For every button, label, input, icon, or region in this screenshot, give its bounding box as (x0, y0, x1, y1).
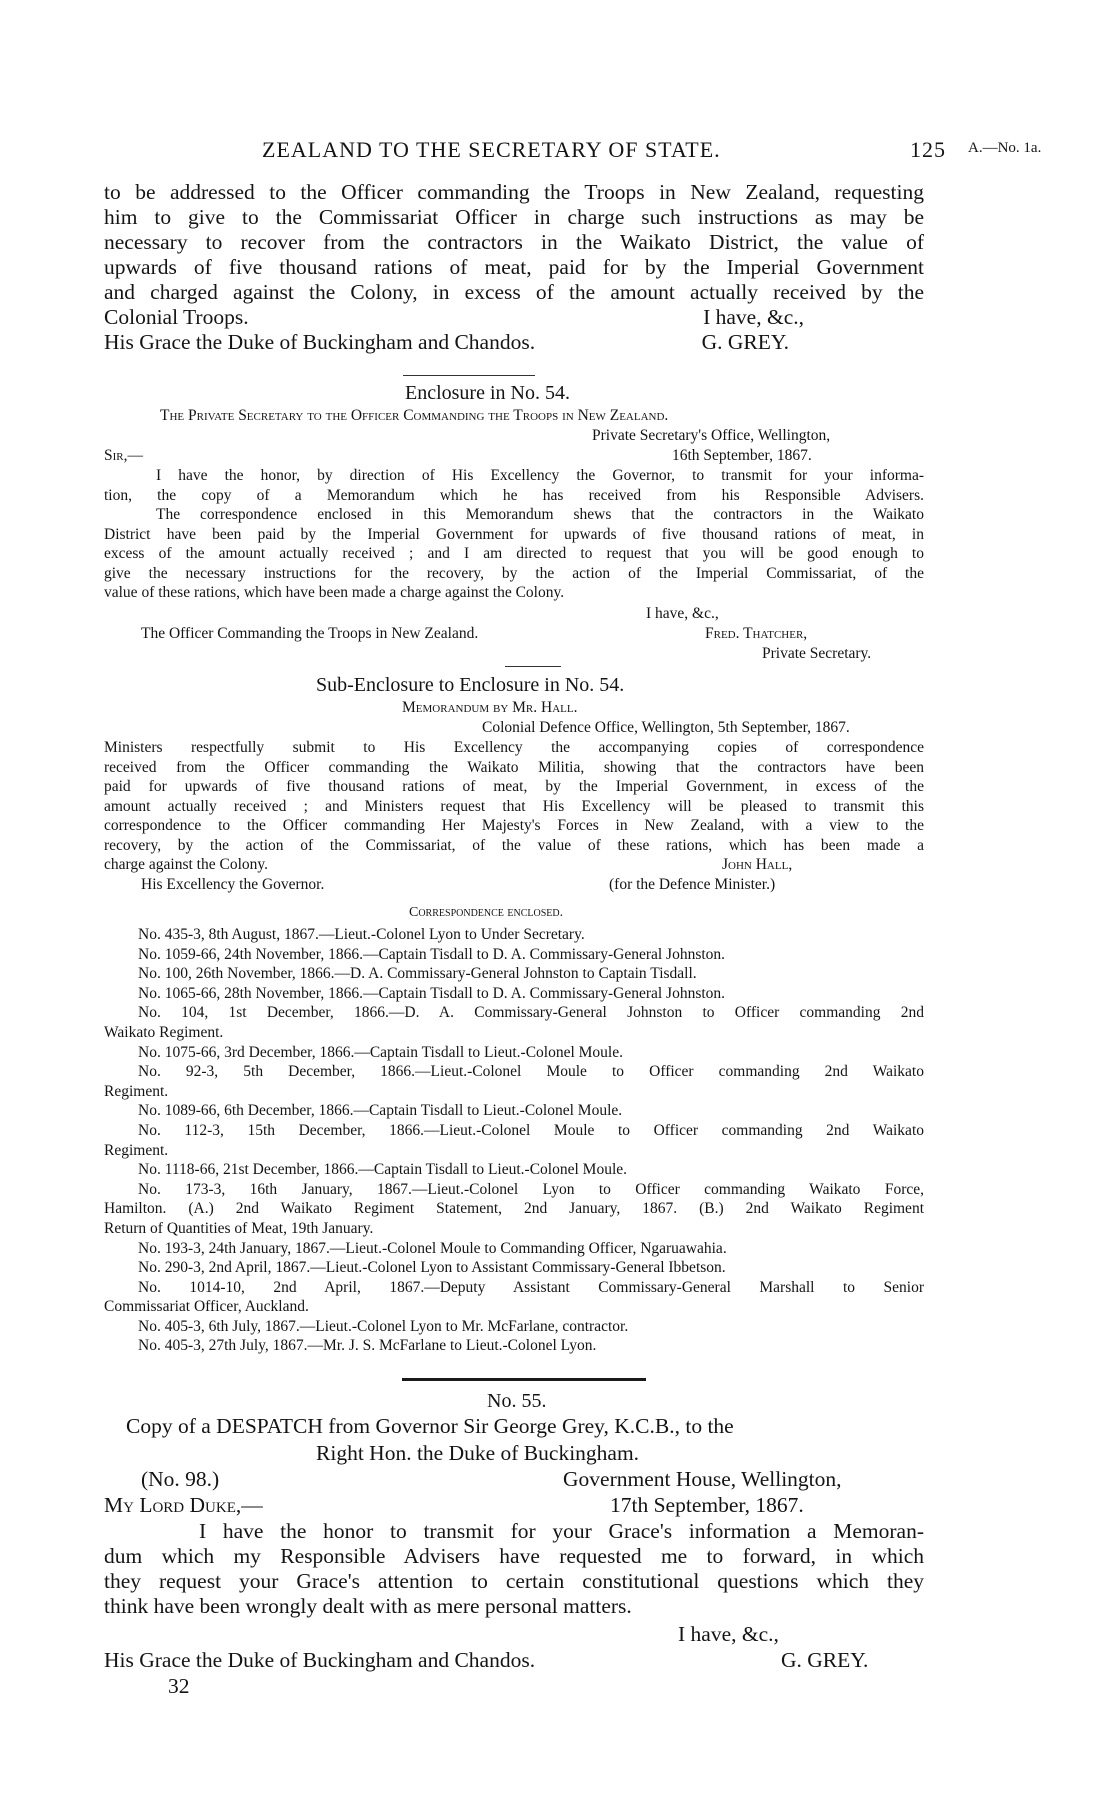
despatch-salutation: My Lord Duke,— (104, 1493, 263, 1517)
correspondence-item-line: No. 92-3, 5th December, 1866.—Lieut.-Colonel Moule to Officer commanding 2nd Waikato (138, 1063, 924, 1081)
enclosure-signature: Fred. Thatcher, (705, 625, 808, 642)
correspondence-item-line: Hamilton. (A.) 2nd Waikato Regiment Statement, 2nd January, 1867. (B.) 2nd Waikato Regiment (104, 1200, 924, 1218)
correspondence-item-line: No. 100, 26th November, 1866.—D. A. Commissary-General Johnston to Captain Tisdall. (138, 965, 697, 983)
enclosure-signature-title: Private Secretary. (762, 645, 872, 662)
correspondence-title: Correspondence enclosed. (409, 905, 564, 920)
despatch-body-line: think have been wrongly dealt with as mere personal matters. (104, 1594, 632, 1618)
enclosure-body-line: The correspondence enclosed in this Memorandum shews that the contractors in the Waikato (156, 506, 924, 523)
divider (403, 375, 535, 376)
correspondence-item-line: No. 104, 1st December, 1866.—D. A. Commissary-General Johnston to Officer commanding 2nd (138, 1004, 924, 1022)
correspondence-item-line: Return of Quantities of Meat, 19th January. (104, 1219, 374, 1237)
despatch-title-line2: Right Hon. the Duke of Buckingham. (316, 1441, 640, 1465)
opening-addressee: His Grace the Duke of Buckingham and Chandos. (104, 330, 536, 354)
correspondence-item-line: No. 435-3, 8th August, 1867.—Lieut.-Colonel Lyon to Under Secretary. (138, 926, 585, 943)
sub-enclosure-body-line: recovery, by the action of the Commissariat, of the value of these rations, which has been made a (104, 836, 924, 854)
despatch-body-line: I have the honor to transmit for your Grace's information a Memoran- (199, 1519, 924, 1543)
sheet-number: 32 (168, 1674, 190, 1698)
divider (505, 666, 561, 667)
correspondence-item-line: No. 405-3, 6th July, 1867.—Lieut.-Colonel Lyon to Mr. McFarlane, contractor. (138, 1317, 629, 1335)
enclosure-subtitle (160, 406, 668, 426)
sub-enclosure-place-date: Colonial Defence Office, Wellington, 5th September, 1867. (482, 719, 850, 736)
despatch-body (104, 1519, 924, 1619)
despatch-title-line1: Copy of a DESPATCH from Governor Sir George Grey, K.C.B., to the (126, 1414, 734, 1438)
sub-enclosure-signature: John Hall, (722, 856, 793, 873)
page-number: 125 (910, 137, 946, 162)
sub-enclosure-body-line: received from the Officer commanding the Waikato Militia, showing that the contractors have been (104, 758, 924, 776)
section-divider (402, 1378, 646, 1381)
enclosure-body (104, 466, 924, 603)
despatch-body-line: they request your Grace's attention to certain constitutional questions which they (104, 1569, 924, 1593)
despatch-addressee: His Grace the Duke of Buckingham and Chandos. (104, 1648, 536, 1672)
enclosure-body-line: value of these rations, which have been made a charge against the Colony. (104, 584, 565, 601)
opening-close: I have, &c., (703, 305, 804, 329)
opening-line: upwards of five thousand rations of meat, paid for by the Imperial Government (104, 255, 924, 279)
opening-line: and charged against the Colony, in excess of the amount actually received by the (104, 280, 924, 304)
correspondence-item-line: No. 173-3, 16th January, 1867.—Lieut.-Colonel Lyon to Officer commanding Waikato Force, (138, 1180, 924, 1198)
sub-enclosure-body-line: Ministers respectfully submit to His Excellency the accompanying copies of correspondence (104, 739, 924, 756)
sub-enclosure-body-line: paid for upwards of five thousand rations of meat, by the Imperial Government, in excess of the (104, 778, 924, 795)
running-title: ZEALAND TO THE SECRETARY OF STATE. (262, 137, 721, 162)
enclosure-body-line: tion, the copy of a Memorandum which he has received from his Responsible Advisers. (104, 486, 924, 504)
document-reference: A.—No. 1a. (968, 140, 1042, 156)
enclosure-title: Enclosure in No. 54. (405, 382, 570, 404)
despatch-body-line: dum which my Responsible Advisers have requested me to forward, in which (104, 1544, 924, 1568)
opening-last-text: Colonial Troops. (104, 305, 249, 329)
correspondence-item-line: No. 193-3, 24th January, 1867.—Lieut.-Colonel Moule to Commanding Officer, Ngaruawahia. (138, 1239, 727, 1257)
correspondence-item-line: No. 1014-10, 2nd April, 1867.—Deputy Assistant Commissary-General Marshall to Senior (138, 1278, 924, 1296)
correspondence-item-line: No. 112-3, 15th December, 1866.—Lieut.-Colonel Moule to Officer commanding 2nd Waikato (138, 1121, 924, 1139)
enclosure-body-line: excess of the amount actually received ; and I am directed to request that you will be good enough to (104, 545, 924, 562)
enclosure-close: I have, &c., (646, 605, 719, 622)
despatch-place: Government House, Wellington, (563, 1467, 842, 1491)
sub-enclosure-addressee: His Excellency the Governor. (141, 876, 325, 893)
correspondence-item-line: No. 1059-66, 24th November, 1866.—Captain Tisdall to D. A. Commissary-General Johnston. (138, 945, 726, 963)
sub-enclosure-body-last: charge against the Colony. (104, 856, 268, 873)
enclosure-date: 16th September, 1867. (672, 447, 812, 464)
correspondence-item-line: Regiment. (104, 1082, 169, 1100)
enclosure-body-line: District have been paid by the Imperial Government for upwards of five thousand rations of meat, in (104, 525, 924, 543)
opening-paragraph (104, 180, 924, 355)
despatch-close: I have, &c., (678, 1622, 779, 1646)
correspondence-item-line: Waikato Regiment. (104, 1023, 224, 1041)
correspondence-item-line: No. 405-3, 27th July, 1867.—Mr. J. S. McFarlane to Lieut.-Colonel Lyon. (138, 1337, 597, 1355)
correspondence-list (104, 925, 924, 1356)
sub-enclosure-body (104, 738, 924, 855)
correspondence-item-line: No. 1065-66, 28th November, 1866.—Captain Tisdall to D. A. Commissary-General Johnston. (138, 984, 726, 1002)
despatch-date: 17th September, 1867. (610, 1493, 804, 1517)
opening-line: to be addressed to the Officer commanding the Troops in New Zealand, requesting (104, 180, 924, 204)
opening-signature: G. GREY. (701, 330, 789, 354)
enclosure-body-line: give the necessary instructions for the recovery, by the action of the Imperial Commissariat, of the (104, 564, 924, 582)
opening-sign-line (104, 330, 924, 355)
sub-enclosure-subtitle: Memorandum by Mr. Hall. (402, 699, 578, 716)
correspondence-item-line: Regiment. (104, 1141, 169, 1159)
enclosure-subtitle-text: The Private Secretary to the Officer Commanding the Troops in New Zealand. (160, 407, 669, 424)
sub-enclosure-signature-note: (for the Defence Minister.) (609, 876, 776, 893)
sub-enclosure-body-line: correspondence to the Officer commanding Her Majesty's Forces in New Zealand, with a view to the (104, 817, 924, 834)
correspondence-item-line: No. 290-3, 2nd April, 1867.—Lieut.-Colonel Lyon to Assistant Commissary-General Ibbetson. (138, 1259, 726, 1277)
opening-line: him to give to the Commissariat Officer in charge such instructions as may be (104, 205, 924, 229)
enclosure-body-line: I have the honor, by direction of His Excellency the Governor, to transmit for your informa- (156, 467, 924, 484)
correspondence-item-line: No. 1075-66, 3rd December, 1866.—Captain Tisdall to Lieut.-Colonel Moule. (138, 1043, 623, 1061)
sub-enclosure-body-line: amount actually received ; and Ministers request that His Excellency will be pleased to transmit this (104, 797, 924, 815)
enclosure-salutation: Sir,— (104, 447, 143, 464)
despatch-ref: (No. 98.) (141, 1467, 220, 1491)
enclosure-addressee: The Officer Commanding the Troops in New Zealand. (141, 625, 479, 642)
correspondence-item-line: Commissariat Officer, Auckland. (104, 1298, 309, 1316)
correspondence-item-line: No. 1089-66, 6th December, 1866.—Captain Tisdall to Lieut.-Colonel Moule. (138, 1102, 623, 1120)
opening-last-line (104, 305, 924, 330)
correspondence-item-line: No. 1118-66, 21st December, 1866.—Captain Tisdall to Lieut.-Colonel Moule. (138, 1161, 628, 1179)
despatch-number: No. 55. (487, 1390, 547, 1412)
opening-lines (104, 180, 924, 305)
opening-line: necessary to recover from the contractors in the Waikato District, the value of (104, 230, 924, 254)
enclosure-place: Private Secretary's Office, Wellington, (592, 427, 831, 444)
despatch-signature: G. GREY. (781, 1648, 869, 1672)
sub-enclosure-title: Sub-Enclosure to Enclosure in No. 54. (316, 674, 625, 696)
